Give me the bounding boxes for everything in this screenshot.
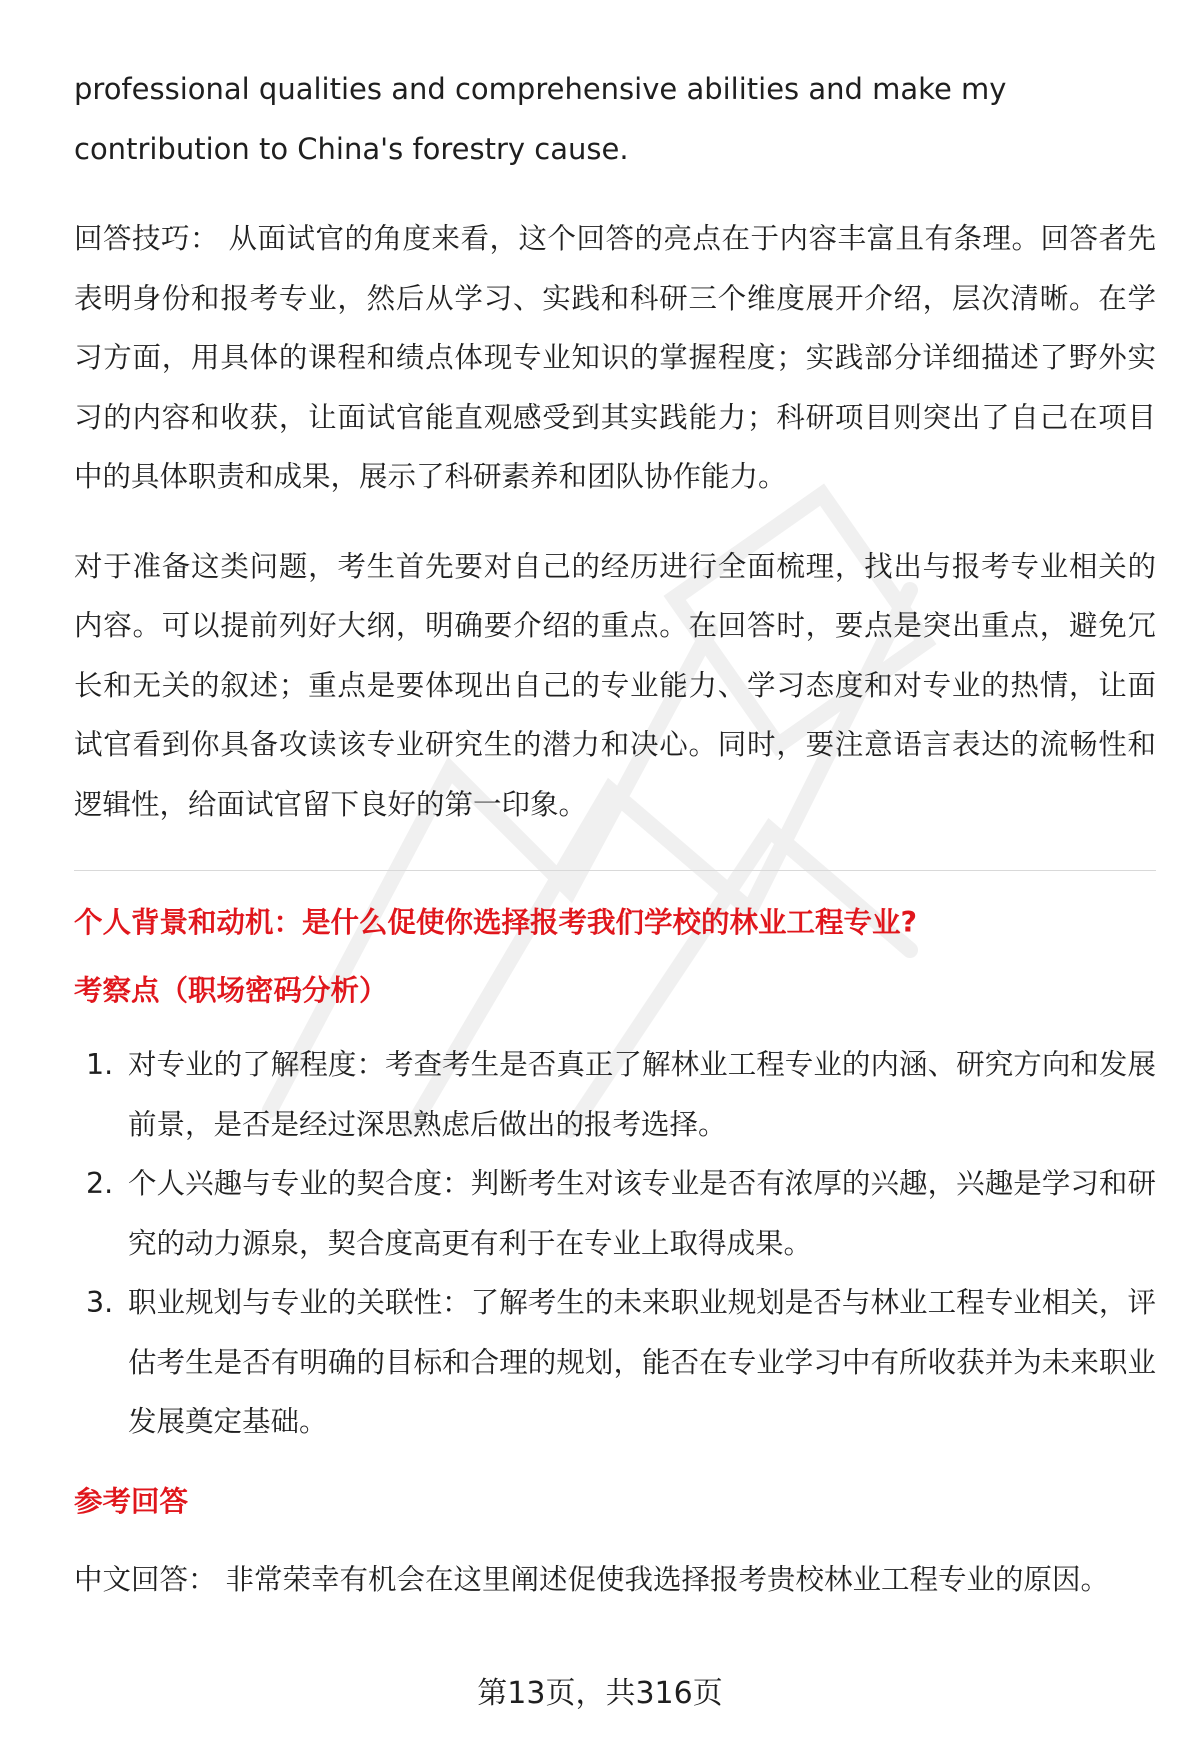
- intro-english-paragraph: professional qualities and comprehensive abilities and make my contribution to China's forestry cause.: [74, 72, 1007, 166]
- answer-tips-paragraph: 回答技巧： 从面试官的角度来看，这个回答的亮点在于内容丰富且有条理。回答者先表明身份和报考专业，然后从学习、实践和科研三个维度展开介绍，层次清晰。在学习方面，用具体的课程和绩点体现专业知识的掌握程度；实践部分详细描述了野外实习的内容和收获，让面试官能直观感受到其实践能力；科研项目则突出了自己在项目中的具体职责和成果，展示了科研素养和团队协作能力。: [74, 222, 1156, 493]
- analysis-heading: 考察点（职场密码分析）: [74, 974, 388, 1007]
- list-item: [74, 1035, 1156, 1154]
- list-item-number: 3.: [86, 1286, 114, 1319]
- list-item: [74, 1154, 1156, 1273]
- list-item-number: 1.: [86, 1048, 114, 1081]
- list-item-number: 2.: [86, 1167, 114, 1200]
- list-item: [74, 1273, 1156, 1452]
- question-heading: 个人背景和动机：是什么促使你选择报考我们学校的林业工程专业?: [74, 906, 918, 939]
- list-item-text: 个人兴趣与专业的契合度：判断考生对该专业是否有浓厚的兴趣，兴趣是学习和研究的动力源泉，契合度高更有利于在专业上取得成果。: [128, 1167, 1156, 1260]
- list-item-text: 职业规划与专业的关联性：了解考生的未来职业规划是否与林业工程专业相关，评估考生是否有明确的目标和合理的规划，能否在专业学习中有所收获并为未来职业发展奠定基础。: [128, 1286, 1156, 1438]
- analysis-points-list: [74, 1035, 1156, 1452]
- answer-start-paragraph: 中文回答： 非常荣幸有机会在这里阐述促使我选择报考贵校林业工程专业的原因。: [74, 1562, 1110, 1596]
- preparation-advice-paragraph: 对于准备这类问题，考生首先要对自己的经历进行全面梳理，找出与报考专业相关的内容。可以提前列好大纲，明确要介绍的重点。在回答时，要点是突出重点，避免冗长和无关的叙述；重点是要体现出自己的专业能力、学习态度和对专业的热情，让面试官看到你具备攻读该专业研究生的潜力和决心。同时，要注意语言表达的流畅性和逻辑性，给面试官留下良好的第一印象。: [74, 549, 1156, 821]
- reference-answer-heading: 参考回答: [74, 1484, 189, 1518]
- page-number-footer: 第13页，共316页: [477, 1676, 723, 1711]
- main-content: [74, 60, 1156, 1609]
- list-item-text: 对专业的了解程度：考查考生是否真正了解林业工程专业的内涵、研究方向和发展前景，是否是经过深思熟虑后做出的报考选择。: [128, 1048, 1156, 1141]
- section-divider: [74, 870, 1156, 871]
